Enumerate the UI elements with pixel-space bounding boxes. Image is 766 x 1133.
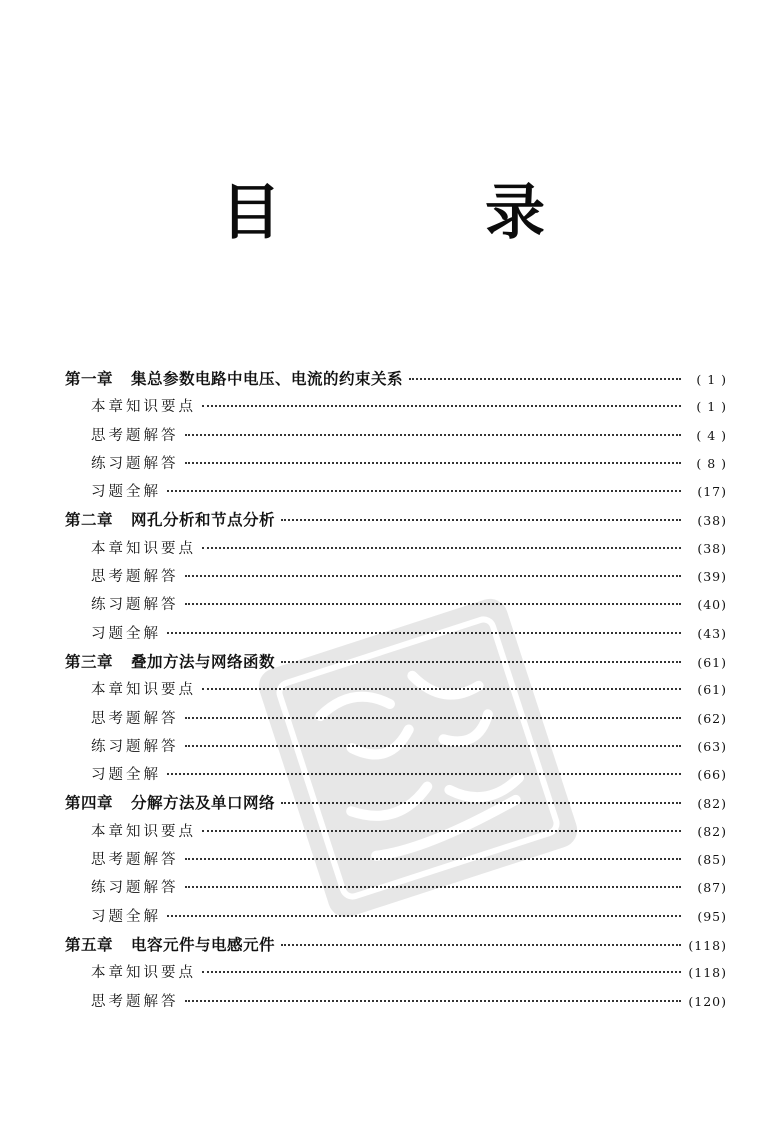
- toc-entry-label: [65, 508, 275, 530]
- page-number: ( 1 ): [696, 399, 727, 415]
- page-number: (120): [688, 993, 727, 1009]
- dot-leader: [281, 519, 681, 521]
- page-number: (40): [697, 597, 727, 613]
- toc-entry-label: [65, 367, 403, 389]
- toc-section[interactable]: [65, 990, 727, 1018]
- dot-leader: [185, 886, 682, 888]
- page-number: (61): [697, 654, 727, 670]
- toc-section[interactable]: [65, 452, 727, 480]
- page-number: (61): [697, 682, 727, 698]
- dot-leader: [185, 717, 682, 719]
- chapter-number: 第三章: [65, 652, 114, 671]
- dot-leader: [281, 944, 681, 946]
- toc-section[interactable]: [65, 565, 727, 593]
- section-title: 思考题解答: [91, 569, 179, 586]
- toc-section[interactable]: [65, 622, 727, 650]
- dot-leader: [281, 802, 681, 804]
- section-title: 习题全解: [91, 908, 161, 925]
- chapter-number: 第一章: [65, 370, 114, 388]
- toc-section[interactable]: [65, 876, 727, 904]
- section-title: 思考题解答: [91, 710, 179, 727]
- chapter-title: 分解方法及单口网络: [131, 794, 276, 813]
- dot-leader: [185, 1000, 682, 1002]
- page-number: (43): [697, 625, 727, 641]
- page-number: (63): [697, 738, 727, 754]
- toc-section[interactable]: [65, 593, 727, 621]
- dot-leader: [167, 773, 681, 775]
- dot-leader: [202, 688, 681, 690]
- toc-section[interactable]: [65, 480, 727, 508]
- toc-entry-label: [65, 650, 275, 672]
- page-title: 目 录: [221, 178, 617, 248]
- toc-section[interactable]: [65, 678, 727, 706]
- toc-chapter-4[interactable]: [65, 791, 727, 819]
- page-number: (17): [697, 484, 727, 500]
- section-title: 习题全解: [91, 767, 161, 784]
- section-title: 思考题解答: [91, 993, 179, 1010]
- toc-chapter-2[interactable]: [65, 508, 727, 536]
- dot-leader: [202, 547, 681, 549]
- chapter-number: 第五章: [65, 935, 114, 954]
- page-number: ( 8 ): [696, 455, 727, 471]
- page-number: (95): [697, 908, 727, 924]
- toc-section[interactable]: [65, 848, 727, 876]
- toc-entry-label: [65, 791, 275, 813]
- section-title: 本章知识要点: [91, 965, 196, 982]
- dot-leader: [185, 434, 682, 436]
- toc-chapter-3[interactable]: [65, 650, 727, 678]
- toc-chapter-5[interactable]: [65, 933, 727, 961]
- table-of-contents: [65, 367, 727, 1018]
- dot-leader: [409, 378, 681, 380]
- toc-section[interactable]: [65, 961, 727, 989]
- section-title: 思考题解答: [91, 852, 179, 869]
- dot-leader: [202, 405, 681, 407]
- toc-entry-label: [65, 933, 275, 955]
- dot-leader: [202, 830, 681, 832]
- page-number: ( 4 ): [696, 427, 727, 443]
- dot-leader: [167, 915, 681, 917]
- dot-leader: [202, 971, 681, 973]
- page-number: (85): [697, 852, 727, 868]
- toc-section[interactable]: [65, 735, 727, 763]
- dot-leader: [281, 661, 681, 663]
- toc-section[interactable]: [65, 707, 727, 735]
- dot-leader: [185, 575, 682, 577]
- dot-leader: [185, 462, 682, 464]
- section-title: 练习题解答: [91, 738, 179, 755]
- page-number: ( 1 ): [696, 372, 727, 387]
- page-number: (118): [688, 937, 727, 953]
- page-number: (118): [688, 965, 727, 981]
- dot-leader: [167, 632, 681, 634]
- toc-section[interactable]: [65, 763, 727, 791]
- toc-section[interactable]: [65, 395, 727, 423]
- dot-leader: [185, 858, 682, 860]
- section-title: 本章知识要点: [91, 823, 196, 840]
- toc-section[interactable]: [65, 820, 727, 848]
- chapter-number: 第四章: [65, 794, 114, 813]
- section-title: 练习题解答: [91, 880, 179, 897]
- toc-section[interactable]: [65, 537, 727, 565]
- toc-section[interactable]: [65, 424, 727, 452]
- page-number: (38): [697, 513, 727, 529]
- section-title: 习题全解: [91, 625, 161, 642]
- dot-leader: [185, 603, 682, 605]
- chapter-title: 电容元件与电感元件: [131, 935, 276, 954]
- page-number: (39): [697, 569, 727, 585]
- section-title: 练习题解答: [91, 597, 179, 614]
- chapter-title: 网孔分析和节点分析: [131, 511, 276, 530]
- section-title: 思考题解答: [91, 427, 179, 444]
- section-title: 本章知识要点: [91, 399, 196, 416]
- section-title: 本章知识要点: [91, 682, 196, 699]
- page-number: (62): [697, 710, 727, 726]
- chapter-title: 集总参数电路中电压、电流的约束关系: [131, 370, 404, 388]
- toc-chapter-1[interactable]: [65, 367, 727, 395]
- chapter-title: 叠加方法与网络函数: [131, 652, 276, 671]
- page-number: (82): [697, 796, 727, 812]
- page-number: (87): [697, 880, 727, 896]
- section-title: 本章知识要点: [91, 540, 196, 557]
- page-number: (82): [697, 823, 727, 839]
- page-number: (66): [697, 767, 727, 783]
- section-title: 练习题解答: [91, 455, 179, 472]
- section-title: 习题全解: [91, 484, 161, 501]
- chapter-number: 第二章: [65, 511, 114, 530]
- page-number: (38): [697, 540, 727, 556]
- dot-leader: [185, 745, 682, 747]
- dot-leader: [167, 490, 681, 492]
- toc-section[interactable]: [65, 905, 727, 933]
